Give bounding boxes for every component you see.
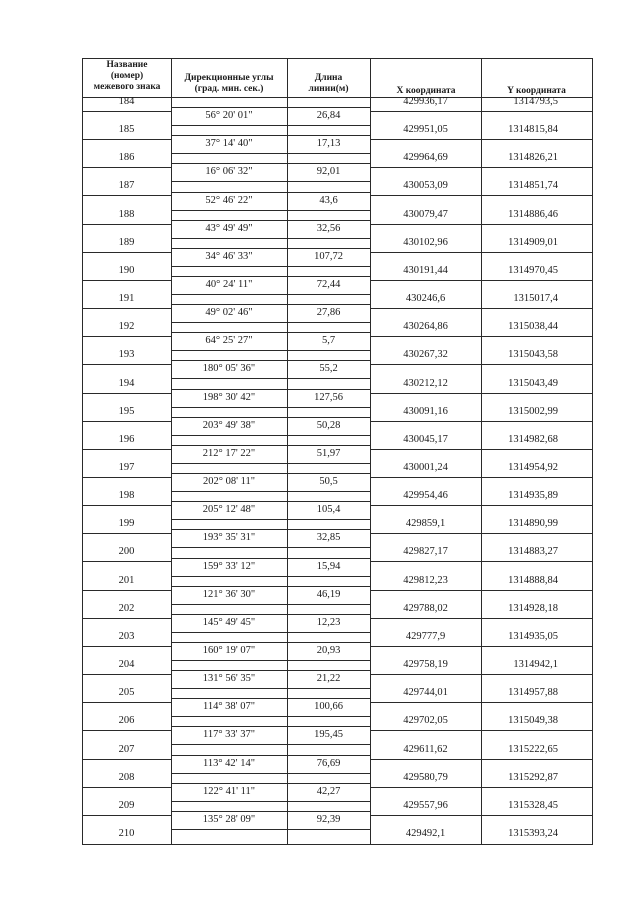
grid-line-horizontal (370, 533, 593, 534)
point-name: 210 (118, 828, 135, 839)
header-name (82, 60, 172, 93)
header-angle-line-1: Дирекционные углы (184, 73, 274, 83)
direction-angle: 16° 06' 32" (205, 166, 253, 177)
y-coordinate: 1315049,38 (508, 715, 558, 726)
line-length: 21,22 (316, 673, 341, 684)
point-name: 201 (118, 575, 135, 586)
direction-angle: 198° 30' 42" (202, 392, 256, 403)
grid-line-horizontal (171, 248, 370, 249)
header-x: X координата (396, 86, 456, 96)
grid-line-horizontal (82, 224, 171, 225)
grid-line-horizontal (171, 642, 370, 643)
grid-line-horizontal (82, 195, 171, 196)
direction-angle: 40° 24' 11" (205, 279, 253, 290)
grid-line-horizontal (82, 393, 171, 394)
grid-line-horizontal (82, 139, 171, 140)
grid-line-horizontal (171, 491, 370, 492)
x-coordinate: 430053,09 (403, 180, 448, 191)
direction-angle: 121° 36' 30" (202, 589, 256, 600)
x-coordinate: 429744,01 (403, 687, 448, 698)
line-length: 92,01 (316, 166, 341, 177)
point-name: 185 (118, 124, 135, 135)
grid-line-horizontal (171, 586, 370, 587)
x-coordinate: 430102,96 (403, 237, 448, 248)
y-coordinate: 1315043,58 (508, 349, 558, 360)
grid-line-horizontal (82, 815, 171, 816)
x-coordinate: 429702,05 (403, 715, 448, 726)
header-name-line-3: межевого знака (93, 82, 161, 92)
header-length-line-2: линии(м) (308, 84, 349, 94)
grid-line-horizontal (171, 332, 370, 333)
grid-line-horizontal (370, 702, 593, 703)
grid-line-horizontal (82, 759, 171, 760)
point-name: 205 (118, 687, 135, 698)
line-length: 50,28 (316, 420, 341, 431)
grid-line-horizontal (171, 716, 370, 717)
x-coordinate: 429859,1 (405, 518, 446, 529)
grid-line-horizontal (171, 276, 370, 277)
direction-angle: 113° 42' 14" (203, 758, 255, 769)
direction-angle: 202° 08' 11" (203, 476, 255, 487)
y-coordinate: 1314793,5 (513, 96, 558, 107)
grid-line-horizontal (171, 501, 370, 502)
grid-line-horizontal (171, 829, 370, 830)
direction-angle: 117° 33' 37" (203, 729, 255, 740)
grid-line-horizontal (370, 421, 593, 422)
line-length: 50,5 (319, 476, 338, 487)
x-coordinate: 430246,6 (405, 293, 446, 304)
grid-line-horizontal (171, 350, 370, 351)
grid-line-horizontal (370, 393, 593, 394)
x-coordinate: 429936,17 (403, 96, 448, 107)
grid-line-horizontal (82, 533, 171, 534)
direction-angle: 145° 49' 45" (202, 617, 256, 628)
y-coordinate: 1315292,87 (508, 772, 558, 783)
grid-line-horizontal (370, 646, 593, 647)
x-coordinate: 430079,47 (403, 209, 448, 220)
grid-line-horizontal (171, 153, 370, 154)
grid-line-horizontal (370, 167, 593, 168)
grid-line-horizontal (82, 505, 171, 506)
grid-line-horizontal (171, 238, 370, 239)
grid-line-horizontal (82, 421, 171, 422)
grid-line-horizontal (370, 364, 593, 365)
grid-line-horizontal (171, 181, 370, 182)
header-angle-line-2: (град. мин. сек.) (194, 84, 264, 94)
line-length: 42,27 (316, 786, 341, 797)
grid-line-horizontal (171, 163, 370, 164)
grid-line-horizontal (370, 308, 593, 309)
grid-line-horizontal (82, 111, 171, 112)
line-length: 107,72 (314, 251, 343, 262)
line-length: 17,13 (316, 138, 341, 149)
direction-angle: 159° 33' 12" (202, 561, 256, 572)
grid-line-horizontal (370, 280, 593, 281)
grid-line-horizontal (171, 463, 370, 464)
grid-line-horizontal (82, 787, 171, 788)
x-coordinate: 430264,86 (403, 321, 448, 332)
grid-line-horizontal (171, 698, 370, 699)
grid-line-horizontal (171, 660, 370, 661)
grid-line-horizontal (171, 322, 370, 323)
grid-line-horizontal (82, 58, 593, 59)
grid-line-horizontal (370, 759, 593, 760)
direction-angle: 64° 25' 27" (205, 335, 253, 346)
grid-line-horizontal (370, 477, 593, 478)
line-length: 12,23 (316, 617, 341, 628)
point-name: 197 (118, 462, 135, 473)
x-coordinate: 429951,05 (403, 124, 448, 135)
point-name: 187 (118, 180, 135, 191)
grid-line-horizontal (82, 252, 171, 253)
grid-line-horizontal (171, 547, 370, 548)
grid-line-horizontal (370, 111, 593, 112)
grid-line-horizontal (370, 561, 593, 562)
y-coordinate: 1314935,89 (508, 490, 558, 501)
grid-line-horizontal (82, 590, 171, 591)
direction-angle: 205° 12' 48" (202, 504, 256, 515)
point-name: 200 (118, 546, 135, 557)
direction-angle: 52° 46' 22" (205, 195, 253, 206)
direction-angle: 56° 20' 01" (205, 110, 253, 121)
point-name: 191 (118, 293, 135, 304)
grid-line-horizontal (370, 674, 593, 675)
line-length: 32,56 (316, 223, 341, 234)
x-coordinate: 430001,24 (403, 462, 448, 473)
y-coordinate: 1314935,05 (508, 631, 558, 642)
y-coordinate: 1314909,01 (508, 237, 558, 248)
y-coordinate: 1314942,1 (513, 659, 558, 670)
point-name: 199 (118, 518, 135, 529)
direction-angle: 203° 49' 38" (202, 420, 256, 431)
y-coordinate: 1314954,92 (508, 462, 558, 473)
point-name: 195 (118, 406, 135, 417)
grid-line-horizontal (370, 252, 593, 253)
grid-line-horizontal (171, 417, 370, 418)
grid-line-horizontal (171, 220, 370, 221)
grid-line-horizontal (171, 435, 370, 436)
grid-line-horizontal (171, 744, 370, 745)
grid-line-horizontal (82, 167, 171, 168)
grid-line-horizontal (82, 702, 171, 703)
grid-line-horizontal (82, 646, 171, 647)
grid-line-horizontal (82, 844, 593, 845)
point-name: 206 (118, 715, 135, 726)
x-coordinate: 429827,17 (403, 546, 448, 557)
grid-line-horizontal (171, 614, 370, 615)
grid-line-horizontal (370, 730, 593, 731)
line-length: 92,39 (316, 814, 341, 825)
direction-angle: 131° 56' 35" (202, 673, 256, 684)
point-name: 190 (118, 265, 135, 276)
grid-line-horizontal (370, 195, 593, 196)
grid-line-horizontal (171, 378, 370, 379)
grid-line-horizontal (171, 360, 370, 361)
grid-line-horizontal (370, 505, 593, 506)
grid-line-horizontal (171, 304, 370, 305)
grid-line-horizontal (370, 449, 593, 450)
x-coordinate: 429580,79 (403, 772, 448, 783)
direction-angle: 212° 17' 22" (202, 448, 256, 459)
line-length: 43,6 (319, 195, 338, 206)
y-coordinate: 1314888,84 (508, 575, 558, 586)
point-name: 198 (118, 490, 135, 501)
grid-line-horizontal (171, 473, 370, 474)
grid-line-horizontal (370, 787, 593, 788)
point-name: 189 (118, 237, 135, 248)
header-y: Y координата (507, 86, 566, 96)
y-coordinate: 1314883,27 (508, 546, 558, 557)
header-length (287, 73, 370, 95)
header-name-line-1: Название (106, 60, 148, 70)
direction-angle: 43° 49' 49" (205, 223, 253, 234)
grid-line-horizontal (171, 604, 370, 605)
grid-line-horizontal (171, 801, 370, 802)
y-coordinate: 1315038,44 (508, 321, 558, 332)
y-coordinate: 1314890,99 (508, 518, 558, 529)
point-name: 196 (118, 434, 135, 445)
x-coordinate: 429777,9 (405, 631, 446, 642)
y-coordinate: 1314851,74 (508, 180, 558, 191)
y-coordinate: 1314886,46 (508, 209, 558, 220)
y-coordinate: 1315393,24 (508, 828, 558, 839)
grid-line-horizontal (171, 107, 370, 108)
header-length-line-1: Длина (314, 73, 343, 83)
y-coordinate: 1314970,45 (508, 265, 558, 276)
direction-angle: 193° 35' 31" (202, 532, 256, 543)
y-coordinate: 1314928,18 (508, 603, 558, 614)
line-length: 32,85 (316, 532, 341, 543)
grid-line-horizontal (171, 135, 370, 136)
grid-line-horizontal (82, 449, 171, 450)
grid-line-horizontal (82, 618, 171, 619)
point-name: 192 (118, 321, 135, 332)
grid-line-horizontal (82, 730, 171, 731)
point-name: 194 (118, 378, 135, 389)
grid-line-horizontal (171, 726, 370, 727)
grid-line-horizontal (370, 815, 593, 816)
direction-angle: 135° 28' 09" (202, 814, 256, 825)
grid-line-horizontal (171, 632, 370, 633)
y-coordinate: 1315002,99 (508, 406, 558, 417)
point-name: 209 (118, 800, 135, 811)
y-coordinate: 1315222,65 (508, 744, 558, 755)
point-name: 186 (118, 152, 135, 163)
grid-line-horizontal (171, 294, 370, 295)
grid-line-horizontal (171, 670, 370, 671)
y-coordinate: 1314957,88 (508, 687, 558, 698)
grid-line-horizontal (171, 407, 370, 408)
grid-line-horizontal (171, 125, 370, 126)
line-length: 26,84 (316, 110, 341, 121)
point-name: 203 (118, 631, 135, 642)
grid-line-horizontal (370, 590, 593, 591)
header-name-line-2: (номер) (110, 71, 144, 81)
x-coordinate: 430212,12 (403, 378, 448, 389)
line-length: 15,94 (316, 561, 341, 572)
point-name: 184 (118, 96, 135, 107)
point-name: 204 (118, 659, 135, 670)
point-name: 202 (118, 603, 135, 614)
x-coordinate: 430267,32 (403, 349, 448, 360)
grid-line-horizontal (171, 773, 370, 774)
x-coordinate: 430045,17 (403, 434, 448, 445)
grid-line-horizontal (171, 192, 370, 193)
line-length: 76,69 (316, 758, 341, 769)
x-coordinate: 430091,16 (403, 406, 448, 417)
direction-angle: 180° 05' 36" (202, 363, 256, 374)
line-length: 46,19 (316, 589, 341, 600)
x-coordinate: 429557,96 (403, 800, 448, 811)
grid-line-vertical (592, 58, 593, 844)
y-coordinate: 1314826,21 (508, 152, 558, 163)
direction-angle: 49° 02' 46" (205, 307, 253, 318)
grid-line-horizontal (171, 210, 370, 211)
x-coordinate: 429758,19 (403, 659, 448, 670)
grid-line-horizontal (82, 280, 171, 281)
grid-line-horizontal (370, 139, 593, 140)
grid-line-horizontal (171, 266, 370, 267)
grid-line-horizontal (171, 389, 370, 390)
point-name: 188 (118, 209, 135, 220)
grid-line-horizontal (82, 561, 171, 562)
point-name: 207 (118, 744, 135, 755)
grid-line-horizontal (171, 688, 370, 689)
x-coordinate: 429788,02 (403, 603, 448, 614)
x-coordinate: 429611,62 (403, 744, 448, 755)
line-length: 27,86 (316, 307, 341, 318)
direction-angle: 114° 38' 07" (203, 701, 255, 712)
grid-line-horizontal (82, 308, 171, 309)
y-coordinate: 1315328,45 (508, 800, 558, 811)
line-length: 51,97 (316, 448, 341, 459)
grid-line-horizontal (370, 224, 593, 225)
line-length: 5,7 (321, 335, 336, 346)
y-coordinate: 1314982,68 (508, 434, 558, 445)
grid-line-horizontal (171, 519, 370, 520)
grid-line-horizontal (171, 558, 370, 559)
x-coordinate: 429954,46 (403, 490, 448, 501)
line-length: 20,93 (316, 645, 341, 656)
x-coordinate: 429492,1 (405, 828, 446, 839)
y-coordinate: 1315043,49 (508, 378, 558, 389)
line-length: 100,66 (314, 701, 343, 712)
header-angle (170, 73, 288, 95)
grid-line-horizontal (171, 576, 370, 577)
grid-line-horizontal (171, 755, 370, 756)
y-coordinate: 1314815,84 (508, 124, 558, 135)
line-length: 72,44 (316, 279, 341, 290)
grid-line-horizontal (82, 336, 171, 337)
line-length: 105,4 (316, 504, 341, 515)
line-length: 127,56 (314, 392, 343, 403)
x-coordinate: 430191,44 (403, 265, 448, 276)
grid-line-horizontal (171, 811, 370, 812)
direction-angle: 122° 41' 11" (203, 786, 255, 797)
direction-angle: 37° 14' 40" (205, 138, 253, 149)
x-coordinate: 429812,23 (403, 575, 448, 586)
grid-line-horizontal (171, 783, 370, 784)
point-name: 208 (118, 772, 135, 783)
x-coordinate: 429964,69 (403, 152, 448, 163)
grid-line-horizontal (171, 445, 370, 446)
grid-line-horizontal (82, 477, 171, 478)
direction-angle: 34° 46' 33" (205, 251, 253, 262)
grid-line-horizontal (370, 618, 593, 619)
line-length: 195,45 (314, 729, 343, 740)
y-coordinate: 1315017,4 (513, 293, 558, 304)
line-length: 55,2 (319, 363, 338, 374)
grid-line-horizontal (171, 529, 370, 530)
grid-line-horizontal (370, 336, 593, 337)
grid-line-horizontal (82, 364, 171, 365)
point-name: 193 (118, 349, 135, 360)
grid-line-horizontal (82, 674, 171, 675)
direction-angle: 160° 19' 07" (202, 645, 256, 656)
